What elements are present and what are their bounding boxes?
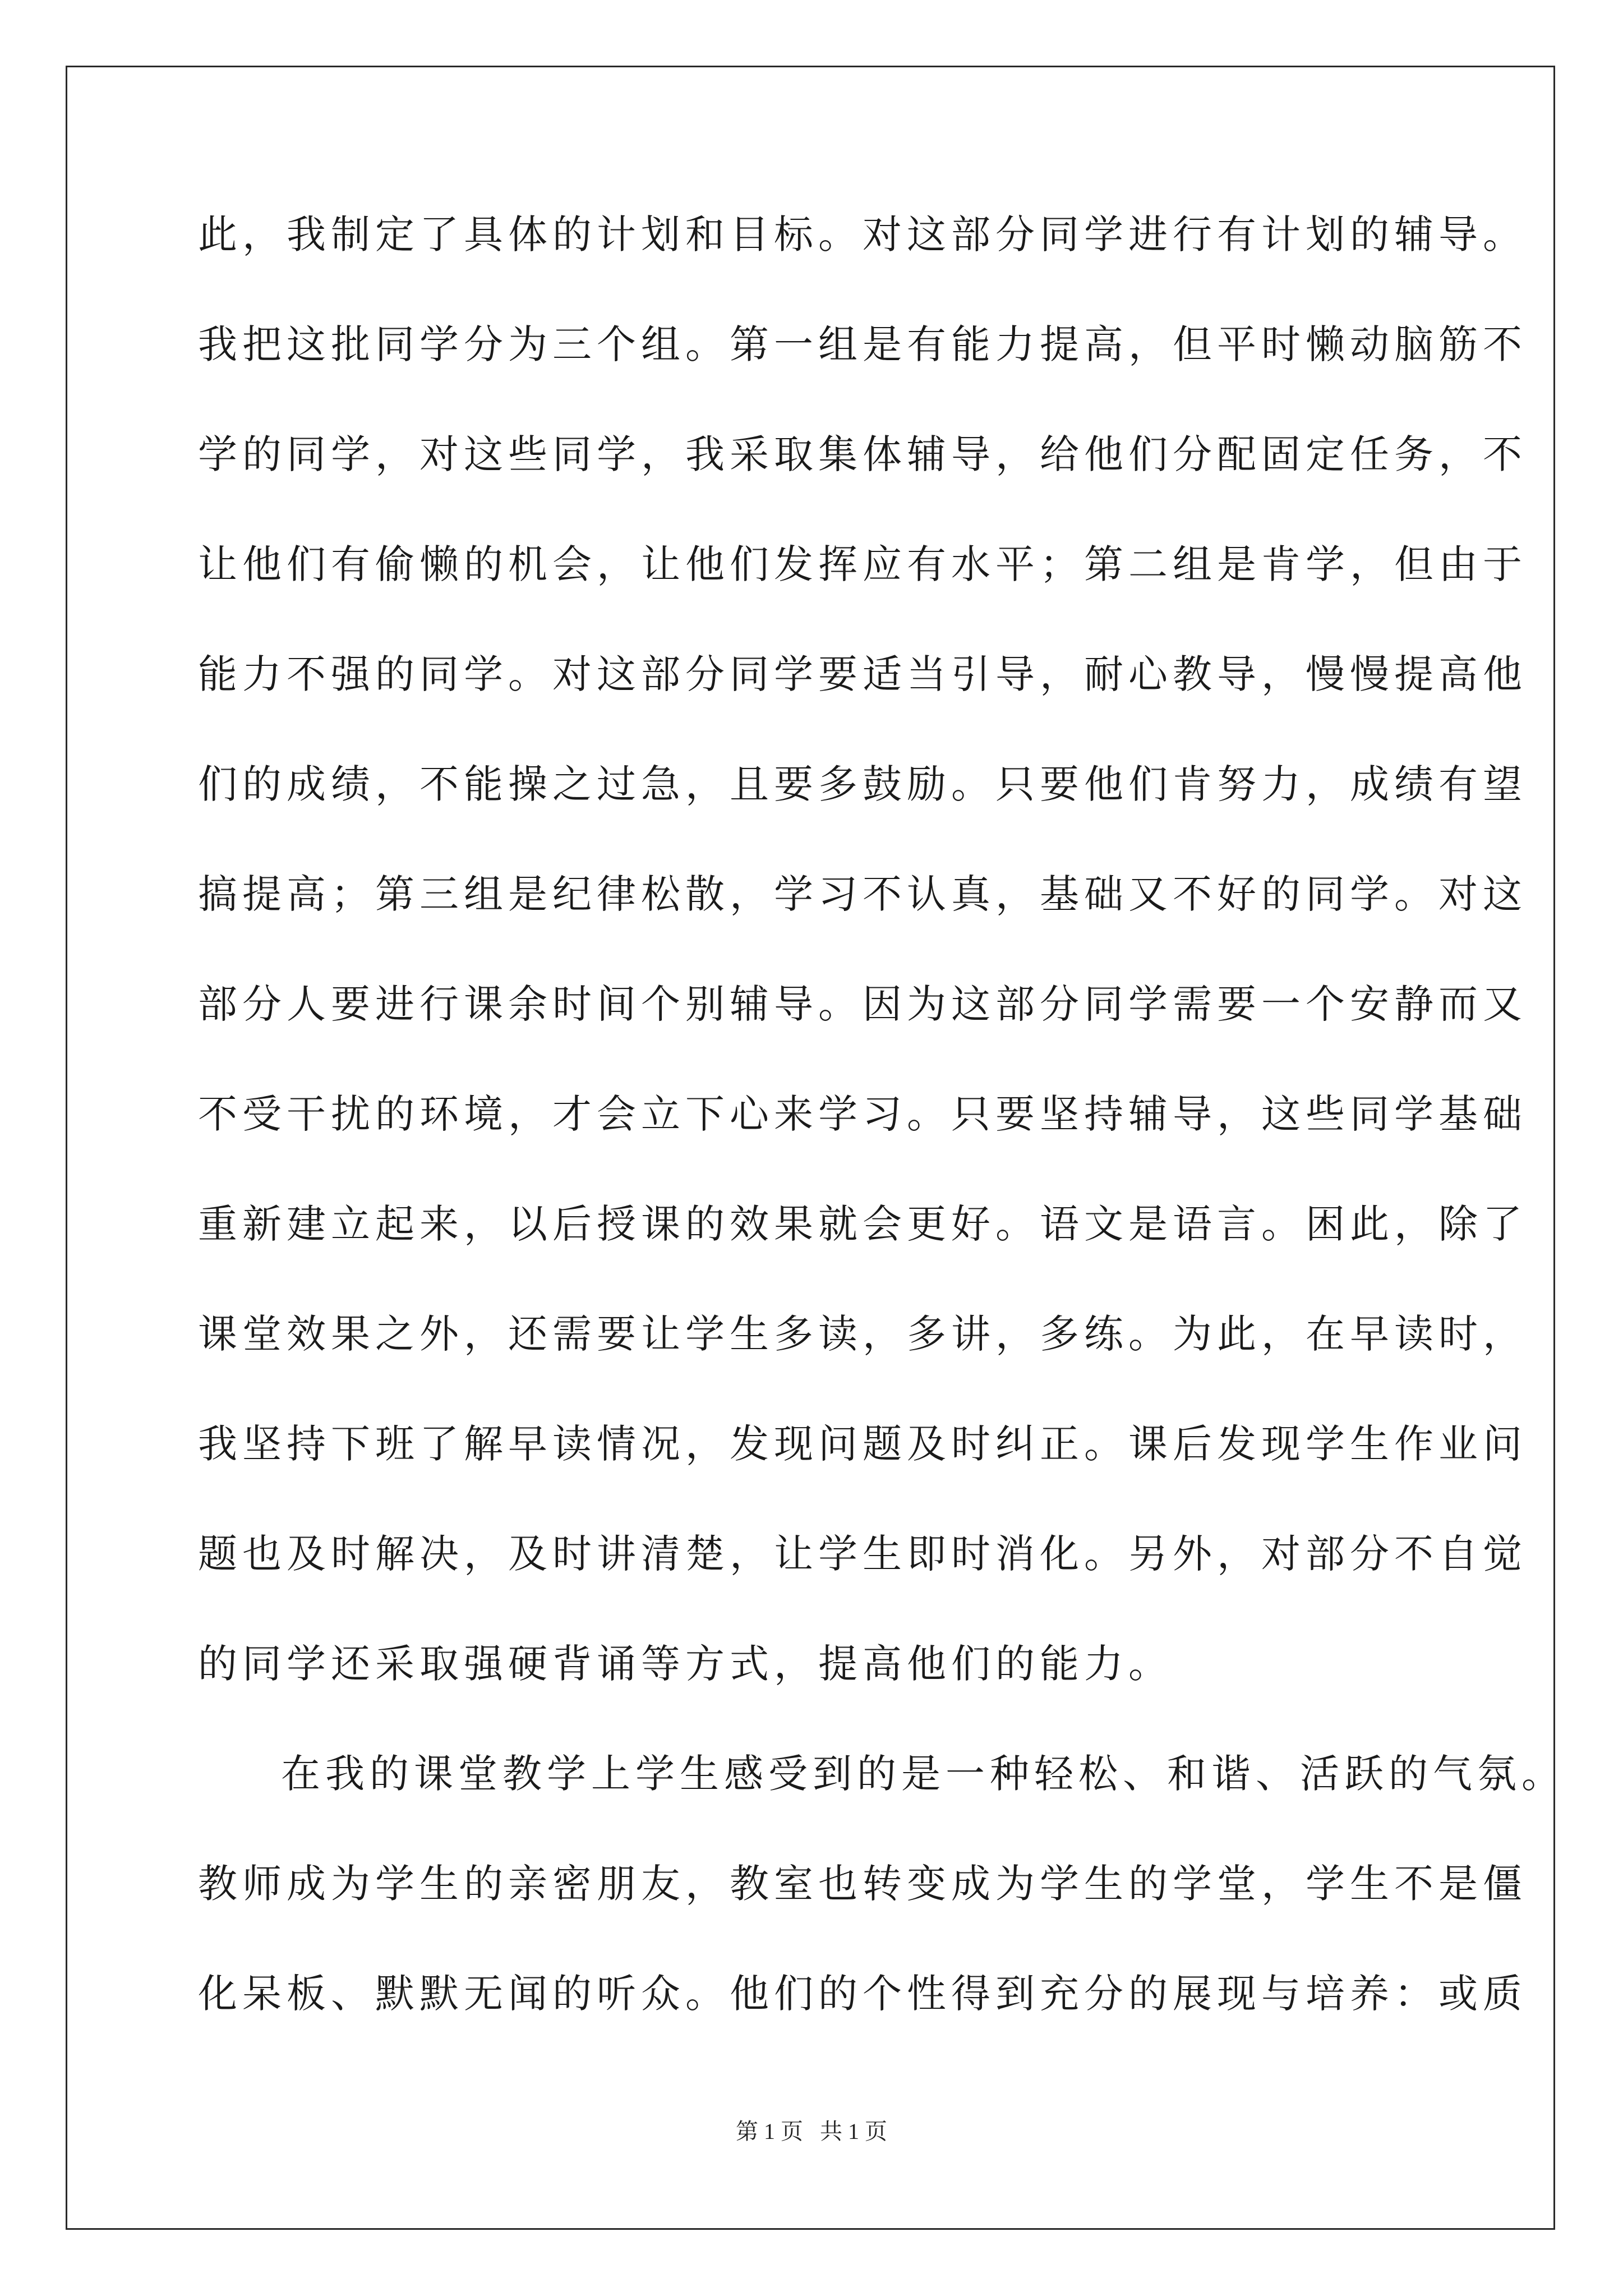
text-line: 让他们有偷懒的机会，让他们发挥应有水平；第二组是肯学，但由于 bbox=[198, 541, 1527, 587]
paragraph-start-line: 在我的课堂教学上学生感受到的是一种轻松、和谐、活跃的气氛。 bbox=[281, 1751, 1566, 1797]
document-body bbox=[198, 180, 1566, 2049]
page-number-footer: 第 1 页 共 1 页 bbox=[736, 2119, 887, 2144]
text-line: 课堂效果之外，还需要让学生多读，多讲，多练。为此，在早读时， bbox=[198, 1311, 1527, 1357]
text-line: 此，我制定了具体的计划和目标。对这部分同学进行有计划的辅导。 bbox=[198, 211, 1527, 257]
text-line: 学的同学，对这些同学，我采取集体辅导，给他们分配固定任务，不 bbox=[198, 431, 1527, 477]
text-line: 教师成为学生的亲密朋友，教室也转变成为学生的学堂，学生不是僵 bbox=[198, 1861, 1527, 1907]
text-line: 化呆板、默默无闻的听众。他们的个性得到充分的展现与培养：或质 bbox=[198, 1971, 1527, 2017]
text-line: 我把这批同学分为三个组。第一组是有能力提高，但平时懒动脑筋不 bbox=[198, 321, 1527, 367]
text-line: 题也及时解决，及时讲清楚，让学生即时消化。另外，对部分不自觉 bbox=[198, 1531, 1527, 1577]
text-line: 能力不强的同学。对这部分同学要适当引导，耐心教导，慢慢提高他 bbox=[198, 651, 1527, 697]
text-line: 们的成绩，不能操之过急，且要多鼓励。只要他们肯努力，成绩有望 bbox=[198, 761, 1527, 807]
text-line: 重新建立起来，以后授课的效果就会更好。语文是语言。困此，除了 bbox=[198, 1201, 1527, 1247]
text-line: 的同学还采取强硬背诵等方式，提高他们的能力。 bbox=[198, 1641, 1173, 1687]
text-line: 不受干扰的环境，才会立下心来学习。只要坚持辅导，这些同学基础 bbox=[198, 1091, 1527, 1137]
text-line: 我坚持下班了解早读情况，发现问题及时纠正。课后发现学生作业问 bbox=[198, 1421, 1527, 1467]
text-line: 部分人要进行课余时间个别辅导。因为这部分同学需要一个安静而又 bbox=[198, 981, 1527, 1027]
text-line: 搞提高；第三组是纪律松散，学习不认真，基础又不好的同学。对这 bbox=[198, 871, 1527, 917]
